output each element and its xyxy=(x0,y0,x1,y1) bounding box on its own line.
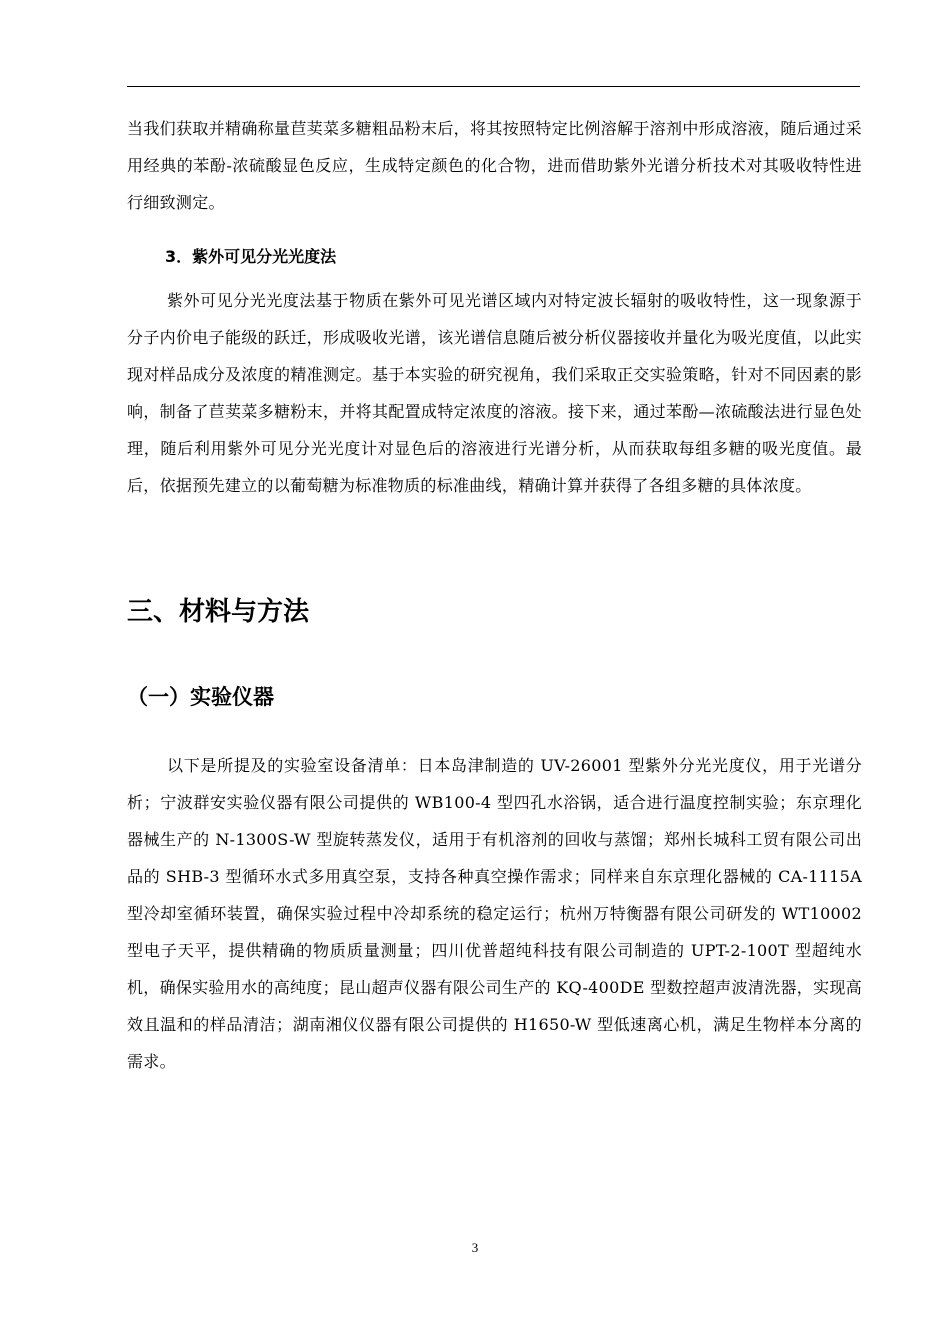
paragraph-uv-vis: 紫外可见分光光度法基于物质在紫外可见光谱区域内对特定波长辐射的吸收特性，这一现象源于分子内价电子能级的跃迁，形成吸收光谱，该光谱信息随后被分析仪器接收并量化为吸光度值，以此实现对样品成分及浓度的精准测定。基于本实验的研究视角，我们采取正交实验策略，针对不同因素的影响，制备了苣荬菜多糖粉末，并将其配置成特定浓度的溶液。接下来，通过苯酚—浓硫酸法进行显色处理，随后利用紫外可见分光光度计对显色后的溶液进行光谱分析，从而获取每组多糖的吸光度值。最后，依据预先建立的以葡萄糖为标准物质的标准曲线，精确计算并获得了各组多糖的具体浓度。 xyxy=(127,291,862,495)
header-rule xyxy=(127,86,860,87)
section-heading-materials-methods: 三、材料与方法 xyxy=(127,597,310,627)
paragraph-continuation: 当我们获取并精确称量苣荬菜多糖粗品粉末后，将其按照特定比例溶解于溶剂中形成溶液，随后通过采用经典的苯酚-浓硫酸显色反应，生成特定颜色的化合物，进而借助紫外光谱分析技术对其吸收特性进行细致测定。 xyxy=(127,119,862,212)
page-number: 3 xyxy=(471,1240,479,1255)
subheading-uv-vis-method: 3．紫外可见分光光度法 xyxy=(165,247,337,266)
paragraph-instruments: 以下是所提及的实验室设备清单：日本岛津制造的 UV-26001 型紫外分光光度仪，用于光谱分析；宁波群安实验仪器有限公司提供的 WB100-4 型四孔水浴锅，适合进行温度控制实验；东京理化器械生产的 N-1300S-W 型旋转蒸发仪，适用于有机溶剂的回收与蒸馏；郑州长城科工贸有限公司出品的 SHB-3 型循环水式多用真空泵，支持各种真空操作需求；同样来自东京理化器械的 CA-1115A 型冷却室循环装置，确保实验过程中冷却系统的稳定运行；杭州万特衡器有限公司研发的 WT10002 型电子天平，提供精确的物质质量测量；四川优普超纯科技有限公司制造的 UPT-2-100T 型超纯水机，确保实验用水的高纯度；昆山超声仪器有限公司生产的 KQ-400DE 型数控超声波清洗器，实现高效且温和的样品清洁；湖南湘仪仪器有限公司提供的 H1650-W 型低速离心机，满足生物样本分离的需求。 xyxy=(127,756,862,1071)
subsection-heading-instruments: （一）实验仪器 xyxy=(127,685,274,709)
